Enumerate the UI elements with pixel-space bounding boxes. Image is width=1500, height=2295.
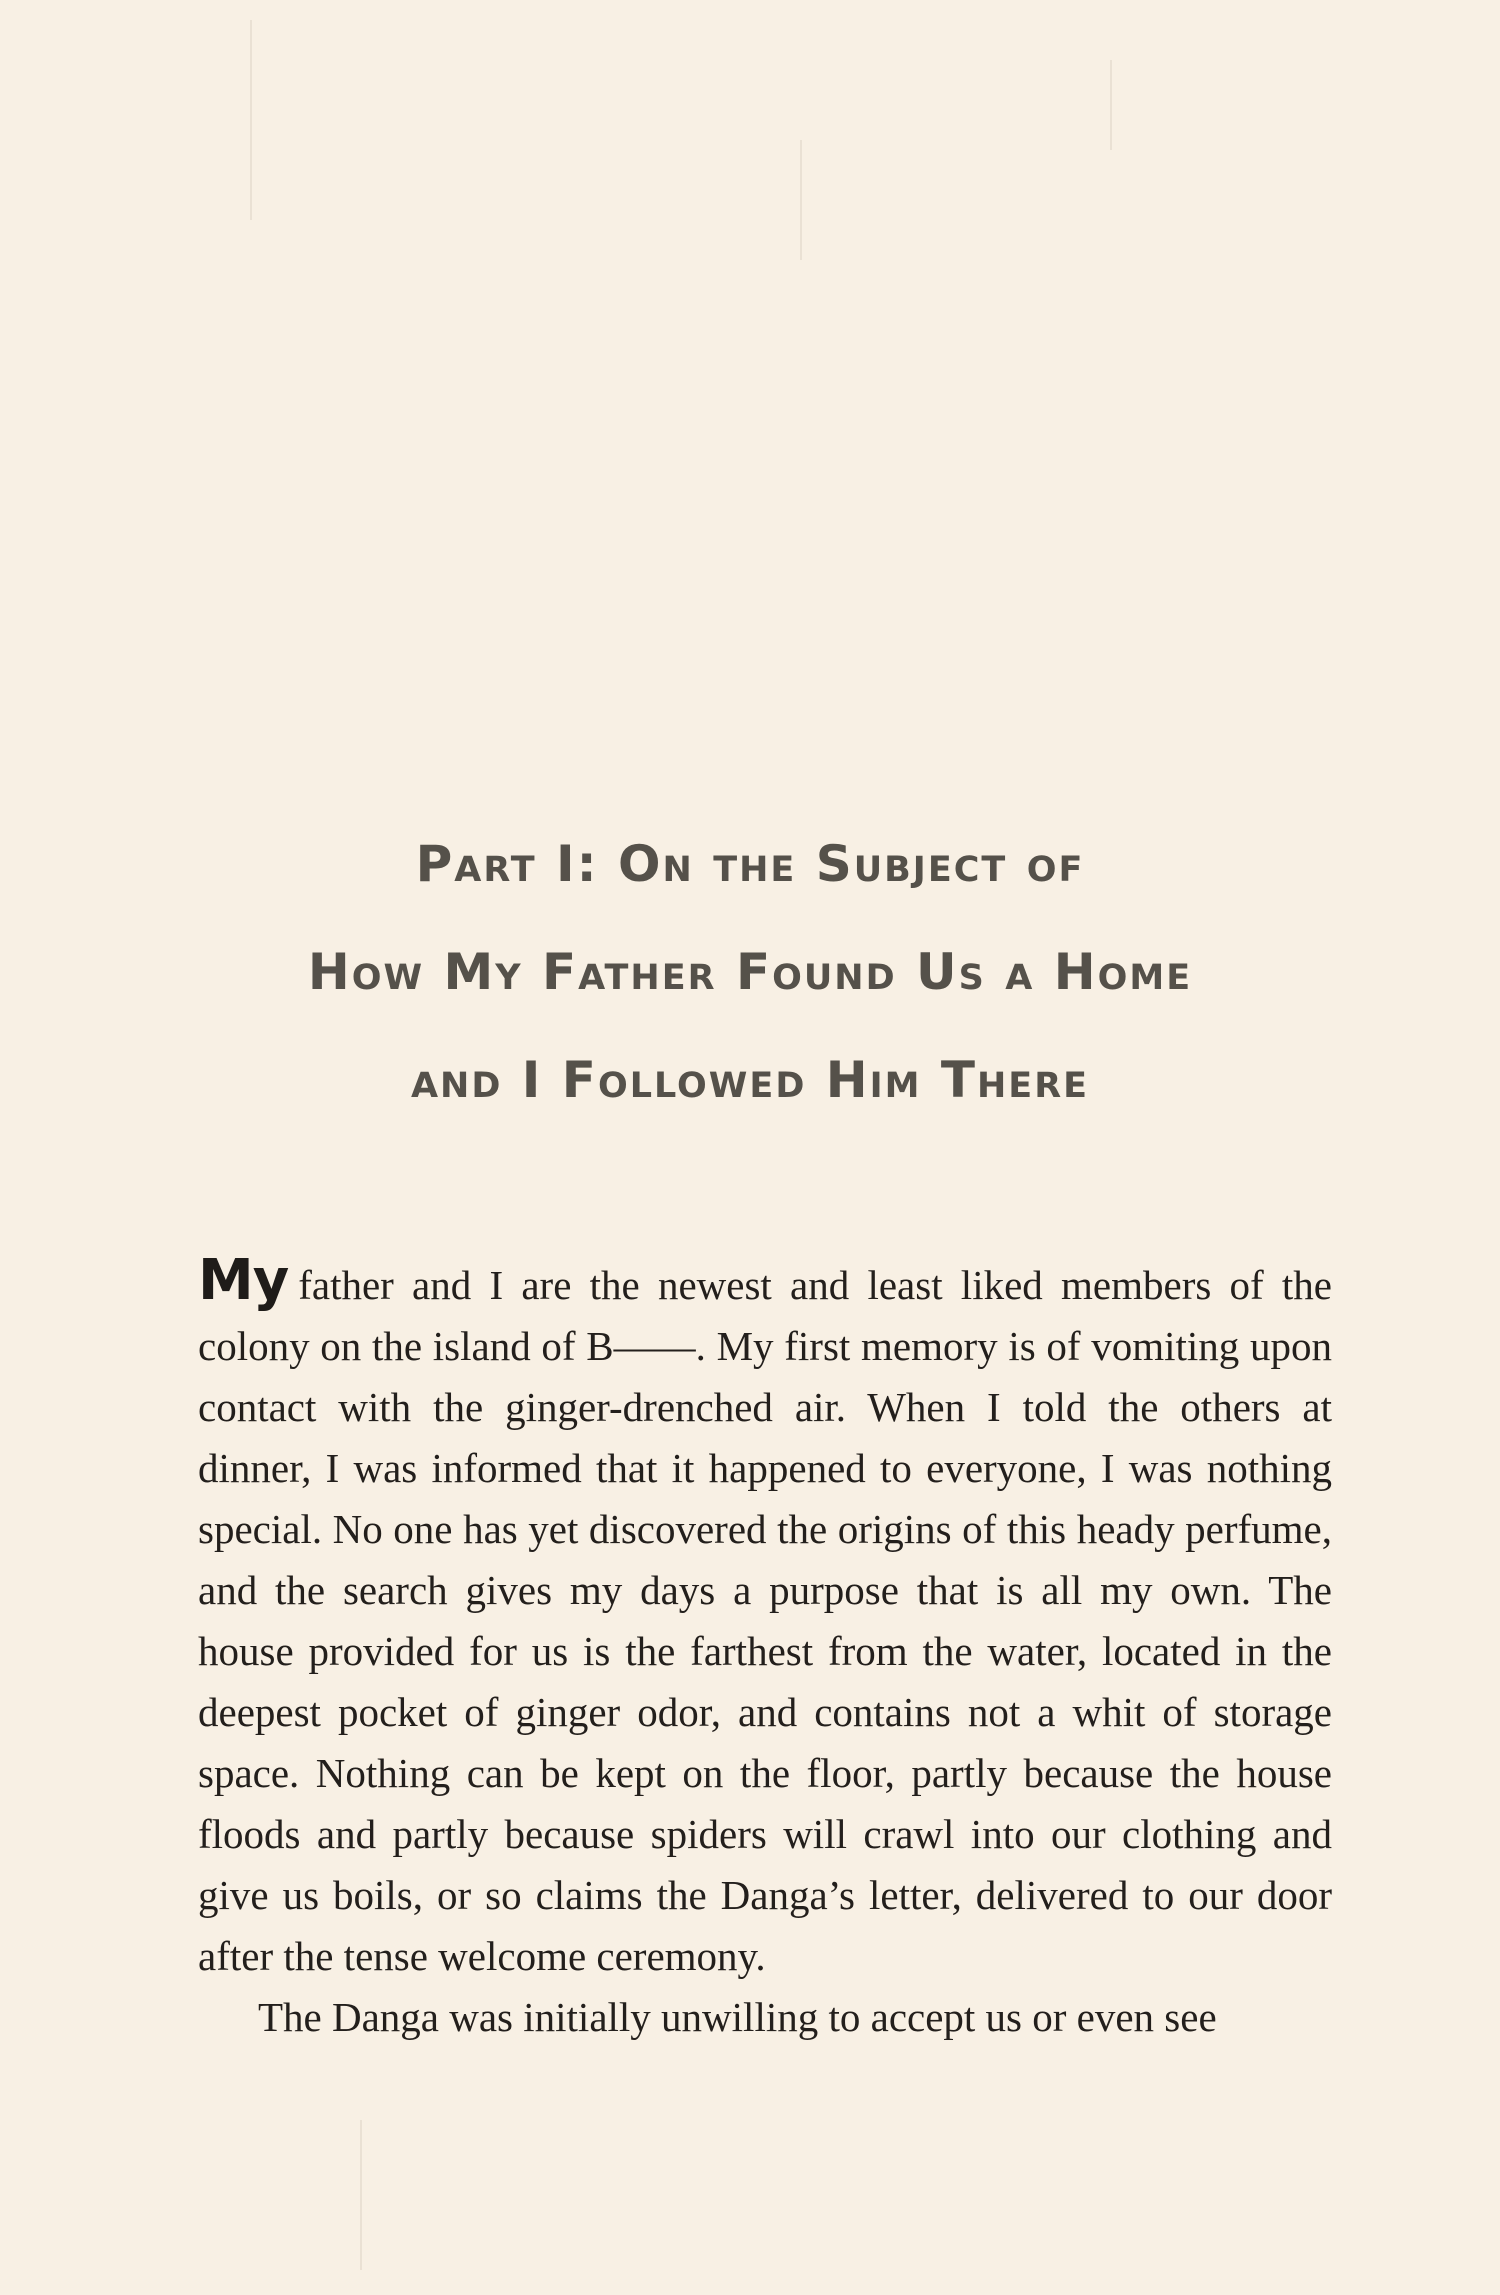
paper-streak: [1110, 60, 1112, 150]
part-title: [0, 810, 1500, 1134]
part-title-line-1: Part I: On the Subject of: [415, 835, 1085, 893]
paper-streak: [250, 20, 252, 220]
part-title-line-3: and I Followed Him There: [410, 1051, 1090, 1109]
paragraph-2: The Danga was initially unwilling to accept us or even see: [258, 1994, 1217, 2040]
paragraph-1-text: father and I are the newest and least liked members of the colony on the island of B——. My first memory is of vomiting upon contact with the ginger-drenched air. When I told the others at dinner, I was informed that it happened to everyone, I was nothing special. No one has yet discovered the origins of this heady perfume, and the search gives my days a purpose that is all my own. The house provided for us is the farthest from the water, located in the deepest pocket of ginger odor, and contains not a whit of storage space. Nothing can be kept on the floor, partly because the house floods and partly because spiders will crawl into our clothing and give us boils, or so claims the Danga’s letter, delivered to our door after the tense welcome ceremony.: [198, 1262, 1332, 1979]
paper-streak: [800, 140, 802, 260]
paragraph-1: [198, 1250, 1332, 1987]
body-text: [198, 1250, 1332, 2048]
drop-cap: My: [198, 1248, 289, 1313]
paper-streak: [360, 2120, 362, 2270]
part-title-line-2: How My Father Found Us a Home: [307, 943, 1193, 1001]
